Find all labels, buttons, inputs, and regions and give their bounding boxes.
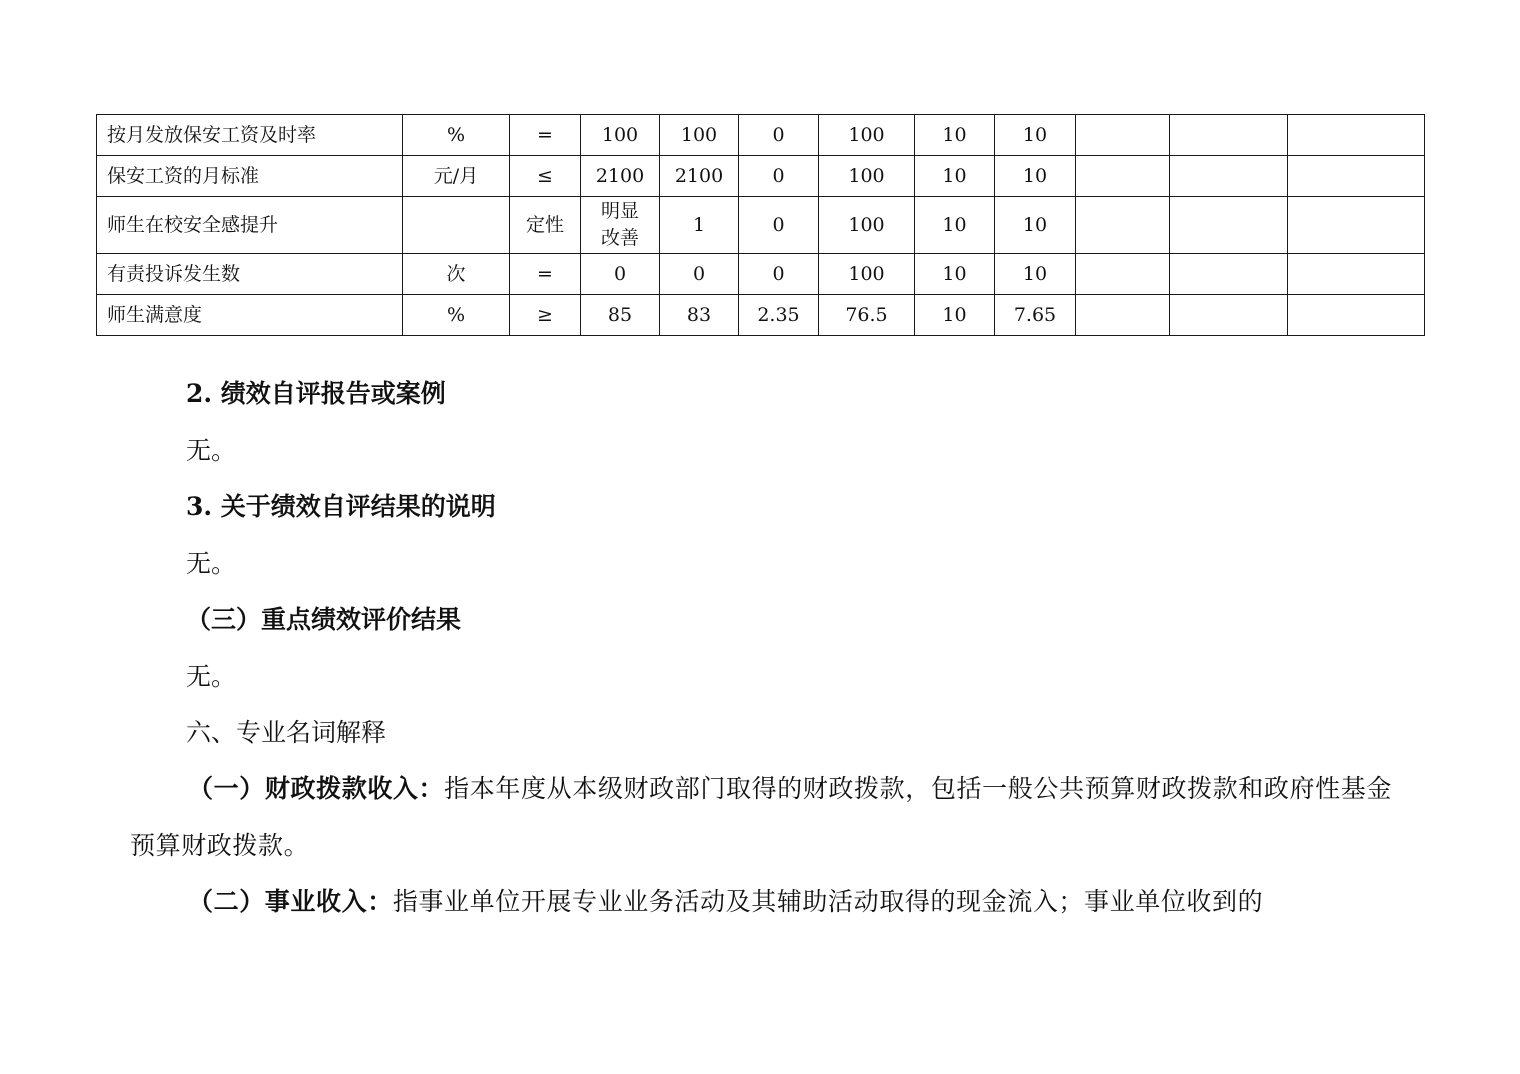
indicator-name: 有责投诉发生数 [97,254,403,295]
indicator-name: 保安工资的月标准 [97,156,403,197]
indicator-name: 师生在校安全感提升 [97,197,403,254]
empty-cell [1288,254,1425,295]
section-2-body: 无。 [186,436,237,465]
indicator-operator: ≤ [510,156,581,197]
indicator-weight: 10 [915,295,995,336]
term-definition-business-income [130,873,1392,930]
table-row [97,156,1425,197]
term-label: （二）事业收入： [188,887,393,916]
empty-cell [1170,115,1288,156]
empty-cell [1076,254,1170,295]
indicator-operator: = [510,115,581,156]
empty-cell [1288,295,1425,336]
indicator-score: 7.65 [995,295,1076,336]
indicator-unit [403,197,510,254]
indicator-weight: 10 [915,197,995,254]
indicator-weight: 10 [915,115,995,156]
indicator-deviation: 0 [739,254,819,295]
key-evaluation-heading: （三）重点绩效评价结果 [186,605,462,634]
table-row [97,254,1425,295]
term-text: 指事业单位开展专业业务活动及其辅助活动取得的现金流入；事业单位收到的 [392,887,1264,916]
indicator-target: 85 [581,295,660,336]
term-definition-fiscal-appropriation [130,760,1392,874]
indicator-actual: 2100 [660,156,739,197]
indicator-unit: 次 [403,254,510,295]
indicator-deviation: 0 [739,115,819,156]
empty-cell [1076,295,1170,336]
indicator-deviation: 2.35 [739,295,819,336]
indicator-rate: 100 [819,254,915,295]
performance-indicator-table [96,114,1425,336]
indicator-operator: 定性 [510,197,581,254]
section-3-body: 无。 [186,549,237,578]
table-row [97,295,1425,336]
empty-cell [1076,156,1170,197]
indicator-target: 2100 [581,156,660,197]
indicator-score: 10 [995,156,1076,197]
empty-cell [1076,115,1170,156]
indicator-score: 10 [995,197,1076,254]
empty-cell [1288,156,1425,197]
indicator-unit: 元/月 [403,156,510,197]
key-evaluation-body: 无。 [186,662,237,691]
empty-cell [1170,156,1288,197]
section-3-heading: 3. 关于绩效自评结果的说明 [186,492,496,521]
indicator-deviation: 0 [739,156,819,197]
indicator-name: 师生满意度 [97,295,403,336]
table-row [97,197,1425,254]
indicator-rate: 100 [819,156,915,197]
empty-cell [1170,197,1288,254]
indicator-deviation: 0 [739,197,819,254]
indicator-score: 10 [995,254,1076,295]
section-2-heading: 2. 绩效自评报告或案例 [186,379,446,408]
indicator-actual: 1 [660,197,739,254]
indicator-weight: 10 [915,156,995,197]
term-label: （一）财政拨款收入： [188,774,445,803]
indicator-rate: 76.5 [819,295,915,336]
indicator-operator: = [510,254,581,295]
section-6-heading: 六、专业名词解释 [186,718,387,747]
indicator-actual: 0 [660,254,739,295]
indicator-target: 明显改善 [581,197,660,254]
indicator-target: 100 [581,115,660,156]
indicator-unit: % [403,115,510,156]
empty-cell [1288,115,1425,156]
indicator-rate: 100 [819,197,915,254]
empty-cell [1170,295,1288,336]
indicator-actual: 100 [660,115,739,156]
table-row [97,115,1425,156]
indicator-rate: 100 [819,115,915,156]
term-text: 指本年度从本级财政部门取得的财政拨款，包括一般公共预算财政拨款和政府性基金预算财政拨款。 [130,774,1392,860]
empty-cell [1076,197,1170,254]
indicator-operator: ≥ [510,295,581,336]
indicator-target: 0 [581,254,660,295]
indicator-actual: 83 [660,295,739,336]
indicator-weight: 10 [915,254,995,295]
empty-cell [1170,254,1288,295]
indicator-unit: % [403,295,510,336]
indicator-score: 10 [995,115,1076,156]
indicator-name: 按月发放保安工资及时率 [97,115,403,156]
empty-cell [1288,197,1425,254]
